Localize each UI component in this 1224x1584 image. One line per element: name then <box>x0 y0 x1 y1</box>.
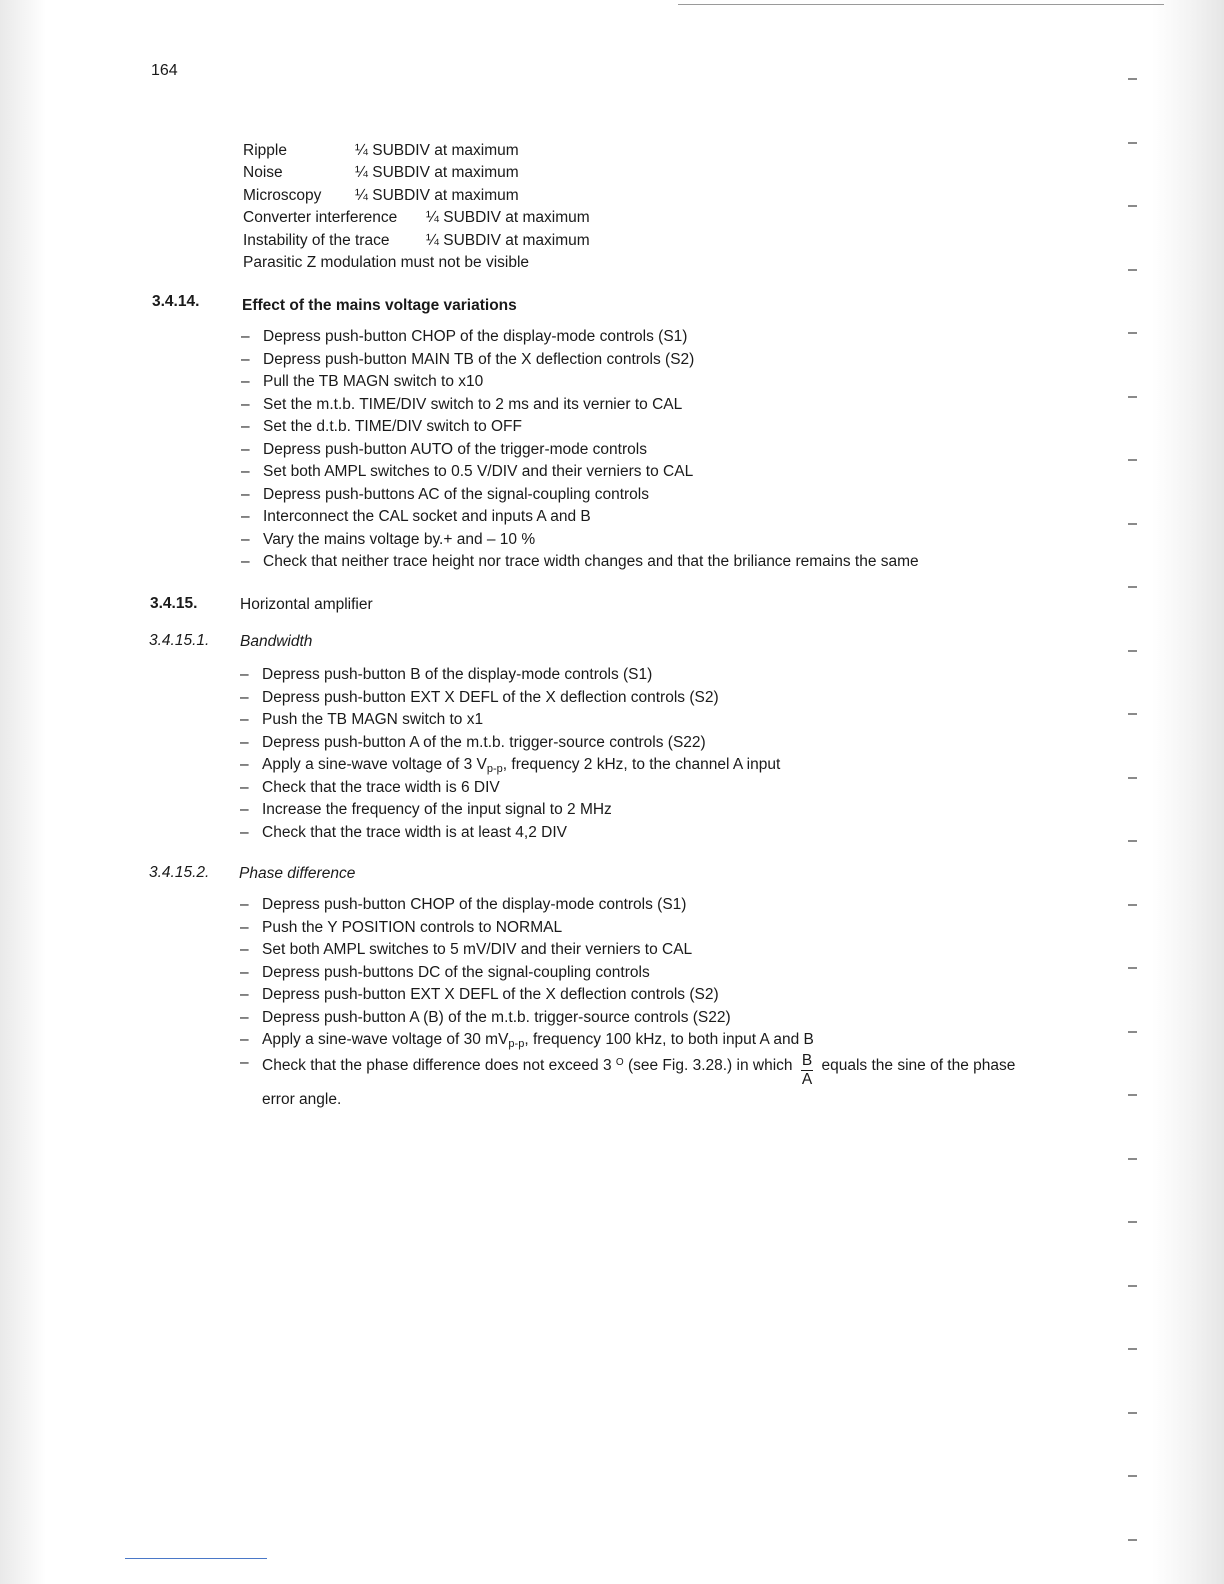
binding-mark <box>1128 1348 1137 1350</box>
list-item: – Depress push-button AUTO of the trigger-mode controls <box>241 440 647 458</box>
page-number: 164 <box>151 62 178 79</box>
spec-row <box>243 252 590 274</box>
binding-mark <box>1128 967 1137 969</box>
binding-mark <box>1128 269 1137 271</box>
binding-mark <box>1128 523 1137 525</box>
list-item: – Apply a sine-wave voltage of 3 $V_{p-p}$, frequency 2 kHz, to the channel A input <box>240 756 781 775</box>
page-edge-right <box>1152 0 1224 1584</box>
list-item: – Check that neither trace height nor trace width changes and that the briliance remains the same <box>241 553 919 570</box>
list-item: – Depress push-button B of the display-mode controls (S1) <box>240 666 653 683</box>
step-list-mains <box>241 326 919 574</box>
spec-value: ¼ SUBDIV at maximum <box>426 209 590 227</box>
list-item: – Set both AMPL switches to 5 mV/DIV and their verniers to CAL <box>240 941 693 958</box>
spec-label: Parasitic Z modulation must not be visible <box>243 253 530 271</box>
list-item: – Depress push-button EXT X DEFL of the X deflection controls (S2) <box>240 688 719 706</box>
binding-mark <box>1128 1475 1137 1477</box>
spec-row <box>243 230 590 252</box>
binding-mark <box>1128 1412 1137 1414</box>
list-item: – Depress push-buttons AC of the signal-coupling controls <box>241 485 649 503</box>
step-list-phase <box>240 894 1042 1111</box>
list-item: – Pull the TB MAGN switch to x10 <box>241 373 484 390</box>
subsection-number: 3.4.15.2. <box>149 864 210 881</box>
list-item: – Set both AMPL switches to 0.5 V/DIV and their verniers to CAL <box>241 463 694 480</box>
binding-mark <box>1128 777 1137 779</box>
section-number: 3.4.15. <box>150 595 198 612</box>
section-number: 3.4.14. <box>152 293 200 310</box>
list-item: – Check that the trace width is 6 DIV <box>240 778 500 796</box>
spec-label: Microscopy <box>243 186 322 204</box>
list-item: – Set the d.t.b. TIME/DIV switch to OFF <box>241 418 522 435</box>
list-item: – Depress push-button CHOP of the display-mode controls (S1) <box>241 328 688 345</box>
subsection-number: 3.4.15.1. <box>149 632 210 649</box>
list-item: – Depress push-buttons DC of the signal-coupling controls <box>240 963 650 981</box>
list-item: – Vary the mains voltage by.+ and – 10 % <box>241 530 536 548</box>
list-item: – Check that the trace width is at least 4,2 DIV <box>240 823 567 841</box>
section-title: Effect of the mains voltage variations <box>242 297 517 314</box>
spec-row <box>243 207 590 229</box>
binding-mark <box>1128 1221 1137 1223</box>
spec-value: ¼ SUBDIV at maximum <box>355 164 519 182</box>
spec-row <box>243 140 590 162</box>
binding-mark <box>1128 205 1137 207</box>
spec-value: ¼ SUBDIV at maximum <box>426 231 590 249</box>
list-item: – Push the Y POSITION controls to NORMAL <box>240 918 563 936</box>
step-list-bandwidth <box>240 664 780 844</box>
binding-mark <box>1128 1031 1137 1033</box>
list-item: – Depress push-button A of the m.t.b. trigger-source controls (S22) <box>240 733 706 751</box>
binding-mark <box>1128 650 1137 652</box>
list-item: – Push the TB MAGN switch to x1 <box>240 711 484 728</box>
binding-mark <box>1128 142 1137 144</box>
list-item: – Increase the frequency of the input signal to 2 MHz <box>240 801 612 818</box>
binding-mark <box>1128 1539 1137 1541</box>
binding-marks <box>1124 40 1140 1560</box>
binding-mark <box>1128 586 1137 588</box>
spec-label: Converter interference <box>243 209 398 227</box>
binding-mark <box>1128 332 1137 334</box>
list-item: – Depress push-button EXT X DEFL of the X deflection controls (S2) <box>240 986 719 1003</box>
page-edge-left <box>0 0 46 1584</box>
binding-mark <box>1128 1285 1137 1287</box>
list-item: – Depress push-button MAIN TB of the X deflection controls (S2) <box>241 350 695 368</box>
top-rule <box>678 4 1164 5</box>
binding-mark <box>1128 1158 1137 1160</box>
list-item: – Depress push-button A (B) of the m.t.b. trigger-source controls (S22) <box>240 1008 731 1026</box>
spec-row <box>243 162 590 184</box>
list-item: – Check that the phase difference does not exceed 3 $^O$ (see Fig. 3.28.) in which $\frac{B}{A}$ equals the sine of the phase error angle. <box>240 1051 1016 1108</box>
subsection-title: Phase difference <box>239 865 356 882</box>
binding-mark <box>1128 904 1137 906</box>
spec-label: Ripple <box>243 142 287 159</box>
binding-mark <box>1128 396 1137 398</box>
subsection-title: Bandwidth <box>240 633 313 650</box>
binding-mark <box>1128 78 1137 80</box>
spec-table <box>243 140 590 274</box>
spec-value: ¼ SUBDIV at maximum <box>355 186 519 204</box>
spec-value: ¼ SUBDIV at maximum <box>355 142 519 159</box>
spec-label: Instability of the trace <box>243 231 390 249</box>
list-item: – Depress push-button CHOP of the display-mode controls (S1) <box>240 896 687 913</box>
binding-mark <box>1128 1094 1137 1096</box>
spec-label: Noise <box>243 164 283 182</box>
list-item: – Set the m.t.b. TIME/DIV switch to 2 ms and its vernier to CAL <box>241 395 683 413</box>
spec-row <box>243 185 590 207</box>
section-title: Horizontal amplifier <box>240 596 373 613</box>
list-item: – Interconnect the CAL socket and inputs A and B <box>241 508 591 525</box>
binding-mark <box>1128 840 1137 842</box>
binding-mark <box>1128 713 1137 715</box>
footnote-rule <box>125 1558 267 1559</box>
binding-mark <box>1128 459 1137 461</box>
fraction-b-over-a: $\frac{B}{A}$ <box>801 1051 813 1088</box>
list-item: – Apply a sine-wave voltage of 30 $mV_{p-p}$, frequency 100 kHz, to both input A and B <box>240 1031 814 1050</box>
